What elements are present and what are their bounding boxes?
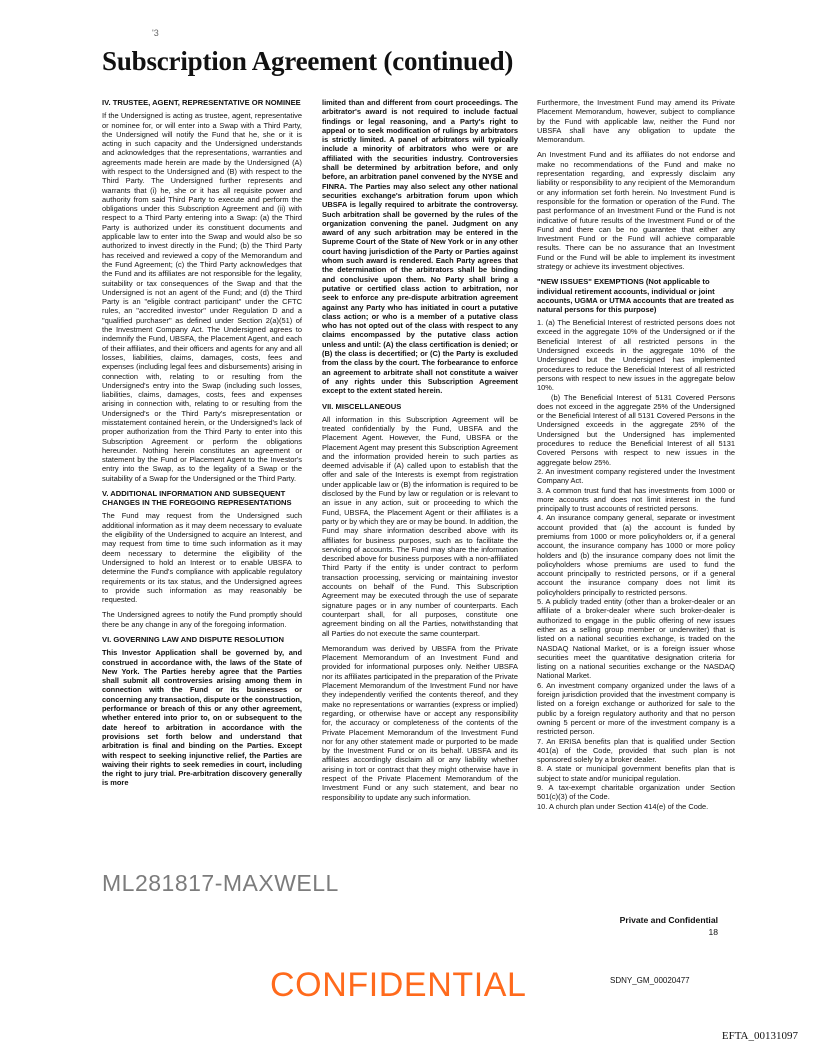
exemption-item-10: 10. A church plan under Section 414(e) of the Code. bbox=[537, 801, 709, 811]
page-title: Subscription Agreement (continued) bbox=[102, 46, 514, 76]
exemption-item-2: 2. An investment company registered under the Investment Company Act. bbox=[537, 466, 735, 486]
exemption-item-9: 9. A tax-exempt charitable organization under Section 501(c)(3) of the Code. bbox=[537, 783, 735, 802]
section-heading-iv: IV. TRUSTEE, AGENT, REPRESENTATIVE OR NOMINEE bbox=[102, 98, 301, 107]
section-heading-vii: VII. MISCELLANEOUS bbox=[322, 401, 402, 411]
section-vii-text-2: Memorandum was derived by UBSFA from the Private Placement Memorandum of an Investment Fund and provided for informational purposes only. Neither UBSFA nor its affiliates participated in the preparation of the Private Placement Memorandum of the Investment Fund nor have they independently verified the contents thereof, and they make no representations or warranties (express or implied) regarding, or otherwise have or accept any responsibility for, the accuracy or completeness of the contents of the Private Placement Memorandum of the Investment Fund nor for any other statement made or purported to be made by the Investment Fund or on its behalf. UBSFA and its affiliates accordingly disclaim all or any liability whether arising in tort or contract that they might otherwise have in respect of the Private Placement Memorandum of the Investment Fund or any such statement, and bear no responsibility to update any such information. bbox=[322, 643, 518, 802]
column-left bbox=[102, 98, 302, 888]
exemption-item-4: 4. An insurance company general, separate or investment account provided that (a) the account is funded by premiums from 1000 or more policyholders or, if a general account, the insurance company has 1000 or more policy holders and (b) the insurance company does not limit the policyholders whose premiums are used to fund the account principally to restricted persons, or if a general account the insurance company does not limit its policyholders principally to restricted persons. bbox=[537, 513, 735, 597]
document-id-overlay: ML281817-MAXWELL bbox=[102, 870, 339, 896]
confidential-stamp: CONFIDENTIAL bbox=[270, 966, 527, 1004]
column-right bbox=[537, 98, 735, 878]
section-vi-text: This Investor Application shall be governed by, and construed in accordance with, the laws of the State of New York. The Parties hereby agree that the Parties shall submit all controversies arising among them in connection with the Fund or its businesses or concerning any transaction, dispute or the construction, performance or breach of this or any other agreement, whether entered into prior to, on or subsequent to the date hereof to arbitration in accordance with the provisions set forth below and understand that arbitration is final and binding on the Parties. Except with respect to seeking injunctive relief, the Parties are waiving their rights to seek remedies in court, including the right to jury trial. Pre-arbitration discovery generally is more bbox=[102, 648, 302, 788]
efta-bates-number: EFTA_00131097 bbox=[721, 1030, 798, 1042]
new-issues-heading: "NEW ISSUES" EXEMPTIONS (Not applicable to individual retirement accounts, individual or joint accounts, UGMA or UTMA accounts that are treated as natural persons for this purpose) bbox=[537, 277, 734, 314]
section-vii-text: All information in this Subscription Agreement will be treated confidentially by the Fund, UBSFA and the Placement Agent. However, the Fund, UBSFA or the Placement Agent may present this Subscription Agreement and the information provided herein to such parties as deemed advisable if (A) called upon to establish that the offer and sale of the Interests is exempt from registration under applicable law or (B) the information is required to be disclosed by the Fund by law or regulation or is relevant to an issue in any action, suit or proceeding to which the Fund, UBSFA, the Placement Agent or their affiliates is a party or by which they are or may be bound. In addition, the Fund may share information described above with its affiliates for business purposes, such as to facilitate the servicing of accounts. The Fund may share the information described above for business purposes with a non-affiliated Third Party if the entity is under contract to perform transaction processing, servicing or maintaining investor accounts on behalf of the Fund. This Subscription Agreement may be executed through the use of separate signature pages or in any number of counterparts. Each counterpart shall, for all purposes, constitute one agreement binding on all the Parties, notwithstanding that all Parties do not execute the same counterpart. bbox=[322, 414, 518, 638]
exemption-item-6: 6. An investment company organized under the laws of a foreign jurisdiction provided that the investment company is listed on a foreign exchange or authorized for sale to the public by a foreign regulatory authority and that no person owning 5 percent or more of the investment company is a restricted person. bbox=[537, 680, 735, 737]
exemption-item-1b: (b) The Beneficial Interest of 5131 Covered Persons does not exceed in the aggregate 25% of the Undersigned or the Beneficial Interest of all 5131 Covered Persons in the Undersigned exceeds in the aggregate 25% of the Undersigned but the Undersigned has implemented procedures to reduce the Beneficial Interest of all 5131 Covered Persons with respect to new issues in the aggregate below 25%. bbox=[537, 392, 735, 467]
corner-mark: '3 bbox=[152, 28, 159, 38]
section-iv-text: If the Undersigned is acting as trustee, agent, representative or nominee for, or will enter into a Swap with a Third Party, the Undersigned will notify the Fund that he, she or it is acting in such capacity and the Undersigned understands and acknowledges that the representations, warranties and agreements made herein are made by the Undersigned (A) with respect to the Undersigned and (B) with respect to the Third Party. The Undersigned further represents and warrants that (i) he, she or it has all requisite power and authority from said Third Party to execute and perform the obligations under this Subscription Agreement and (ii) with respect to a Third Party entering into a Swap: (a) the Third Party is authorized under its constituent documents and applicable law to enter into the Swap and would also be so authorized to invest directly in the Fund; (b) the Third Party has received and reviewed a copy of the Memorandum and the Fund Agreement; (c) the Third Party acknowledges that the Fund and its affiliates are not responsible for the legality, suitability or tax consequences of the Swap and that the Undersigned is not an agent of the Fund; and (d) the Third Party is an "eligible contract participant" under the CFTC rules, an "accredited investor" under Regulation D and a "qualified purchaser" as defined under Section 2(a)(51) of the Investment Company Act. The Undersigned agrees to indemnify the Fund, UBSFA, the Placement Agent, and each of their affiliates, and their officers and agents for any and all losses, liabilities, claims, damages, costs, fees and expenses (including legal fees and disbursements) arising in connection with, relating to or resulting from the Undersigned's entry into the Swap (including such losses, liabilities, claims, damages, costs, fees and expenses arising in connection with, relating to or resulting from the Undersigned's or the Third Party's misrepresentation or misstatement contained herein, or the Undersigned's lack of proper authorization from the Third Party to enter into this Subscription Agreement or perform the obligations hereunder. Nothing herein constitutes an agreement or statement by the Fund or Placement Agent to the Investor's entry into the Swap, as to the legality of a Swap or the suitability of a Swap for the Undersigned or the Third Party. bbox=[102, 111, 302, 483]
page-number: 18 bbox=[708, 927, 718, 937]
section-heading-v: V. ADDITIONAL INFORMATION AND SUBSEQUENT CHANGES IN THE FOREGOING REPRESENTATIONS bbox=[102, 489, 292, 508]
column-middle bbox=[322, 98, 518, 888]
exemption-item-8: 8. A state or municipal government benefits plan that is subject to state and/or municipal regulation. bbox=[537, 764, 735, 783]
exemption-item-5: 5. A publicly traded entity (other than a broker-dealer or an affiliate of a broker-dealer where such broker-dealer is authorized to engage in the public offering of new issues either as a selling group member or underwriter) that is listed on a national securities exchange, is traded on the NASDAQ National Market, or is a foreign issuer whose securities meet the quantitative designation criteria for listing on a national securities exchange or the NASDAQ National Market. bbox=[537, 597, 735, 681]
sdny-bates-number: SDNY_GM_00020477 bbox=[610, 976, 690, 985]
memorandum-amendment-text: Furthermore, the Investment Fund may amend its Private Placement Memorandum, however, subject to compliance by the Fund with applicable law, neither the Fund nor UBSFA shall have any obligation to update the Memorandum. bbox=[537, 98, 735, 145]
investment-fund-disclaimer-text: An Investment Fund and its affiliates do not endorse and make no recommendations of the Fund and make no representation regarding, and expressly disclaim any liability or responsibility to any recipient of the Memorandum or any information set forth herein. No Investment Fund is responsible for the formation or operation of the Fund. The past performance of an Investment Fund or the Fund is not indicative of future results of the Investment Fund or of the Fund and there can be no guarantee that either any Investment Fund or the Fund will achieve comparable results. There can be no assurance that an Investment Fund or the Fund will be able to implement its investment strategy or achieve its investment objectives. bbox=[537, 150, 735, 272]
section-v-text-2: The Undersigned agrees to notify the Fund promptly should there be any change in any of the foregoing information. bbox=[102, 610, 302, 629]
exemption-item-1a: 1. (a) The Beneficial Interest of restricted persons does not exceed in the aggregate 10% of the Undersigned or if the Beneficial Interest of all restricted persons in the Undersigned exceeds in the aggregate 10% of the Undersigned but the Undersigned has implemented procedures to reduce the Beneficial Interest of all restricted persons with respect to new issues in the aggregate below 10%. bbox=[537, 318, 735, 393]
section-heading-vi: VI. GOVERNING LAW AND DISPUTE RESOLUTION bbox=[102, 635, 284, 645]
private-confidential-label: Private and Confidential bbox=[619, 915, 718, 925]
exemption-item-3: 3. A common trust fund that has investments from 1000 or more accounts and does not limit interest in the fund principally to trust accounts of restricted persons. bbox=[537, 485, 735, 514]
section-v-text: The Fund may request from the Undersigned such additional information as it may deem necessary to evaluate the eligibility of the Undersigned to acquire an Interest, and may request from time to time such information as it may deem necessary to determine the eligibility of the Undersigned to hold an Interest or to enable UBSFA to determine the Fund's compliance with applicable regulatory requirements or its tax status, and the Undersigned agrees to provide such information as may reasonably be requested. bbox=[102, 511, 302, 605]
section-vi-text-continued: limited than and different from court proceedings. The arbitrator's award is not required to include factual findings or legal reasoning, and a Party's right to appeal or to seek modification of rulings by arbitrators is strictly limited. A panel of arbitrators will typically include a minority of arbitrators who were or are affiliated with the securities industry. Controversies shall be determined by arbitration before, and only before, an arbitration panel convened by the NYSE and FINRA. The Parties may also select any other national securities exchange's arbitration forum upon which UBSFA is legally required to arbitrate the controversy. Such arbitration shall be governed by the rules of the organization convening the panel. Judgment on any award of any such arbitration may be entered in the Supreme Court of the State of New York or in any other court having jurisdiction of the Party or Parties against whom such award is rendered. Each Party agrees that the determination of the arbitrators shall be binding and conclusive upon them. No Party shall bring a putative or certified class action to arbitration, nor seek to enforce any pre-dispute arbitration agreement against any Party who has initiated in court a putative class action; or who is a member of a putative class who has not opted out of the class with respect to any claims encompassed by the putative class action unless and until: (A) the class certification is denied; or (B) the class is decertified; or (C) the Party is excluded from the class by the court. The forbearance to enforce an agreement to arbitrate shall not constitute a waiver of any rights under this Subscription Agreement except to the extent stated herein. bbox=[322, 98, 518, 396]
exemption-item-7: 7. An ERISA benefits plan that is qualified under Section 401(a) of the Code, provided that such plan is not sponsored solely by a broker dealer. bbox=[537, 736, 735, 765]
